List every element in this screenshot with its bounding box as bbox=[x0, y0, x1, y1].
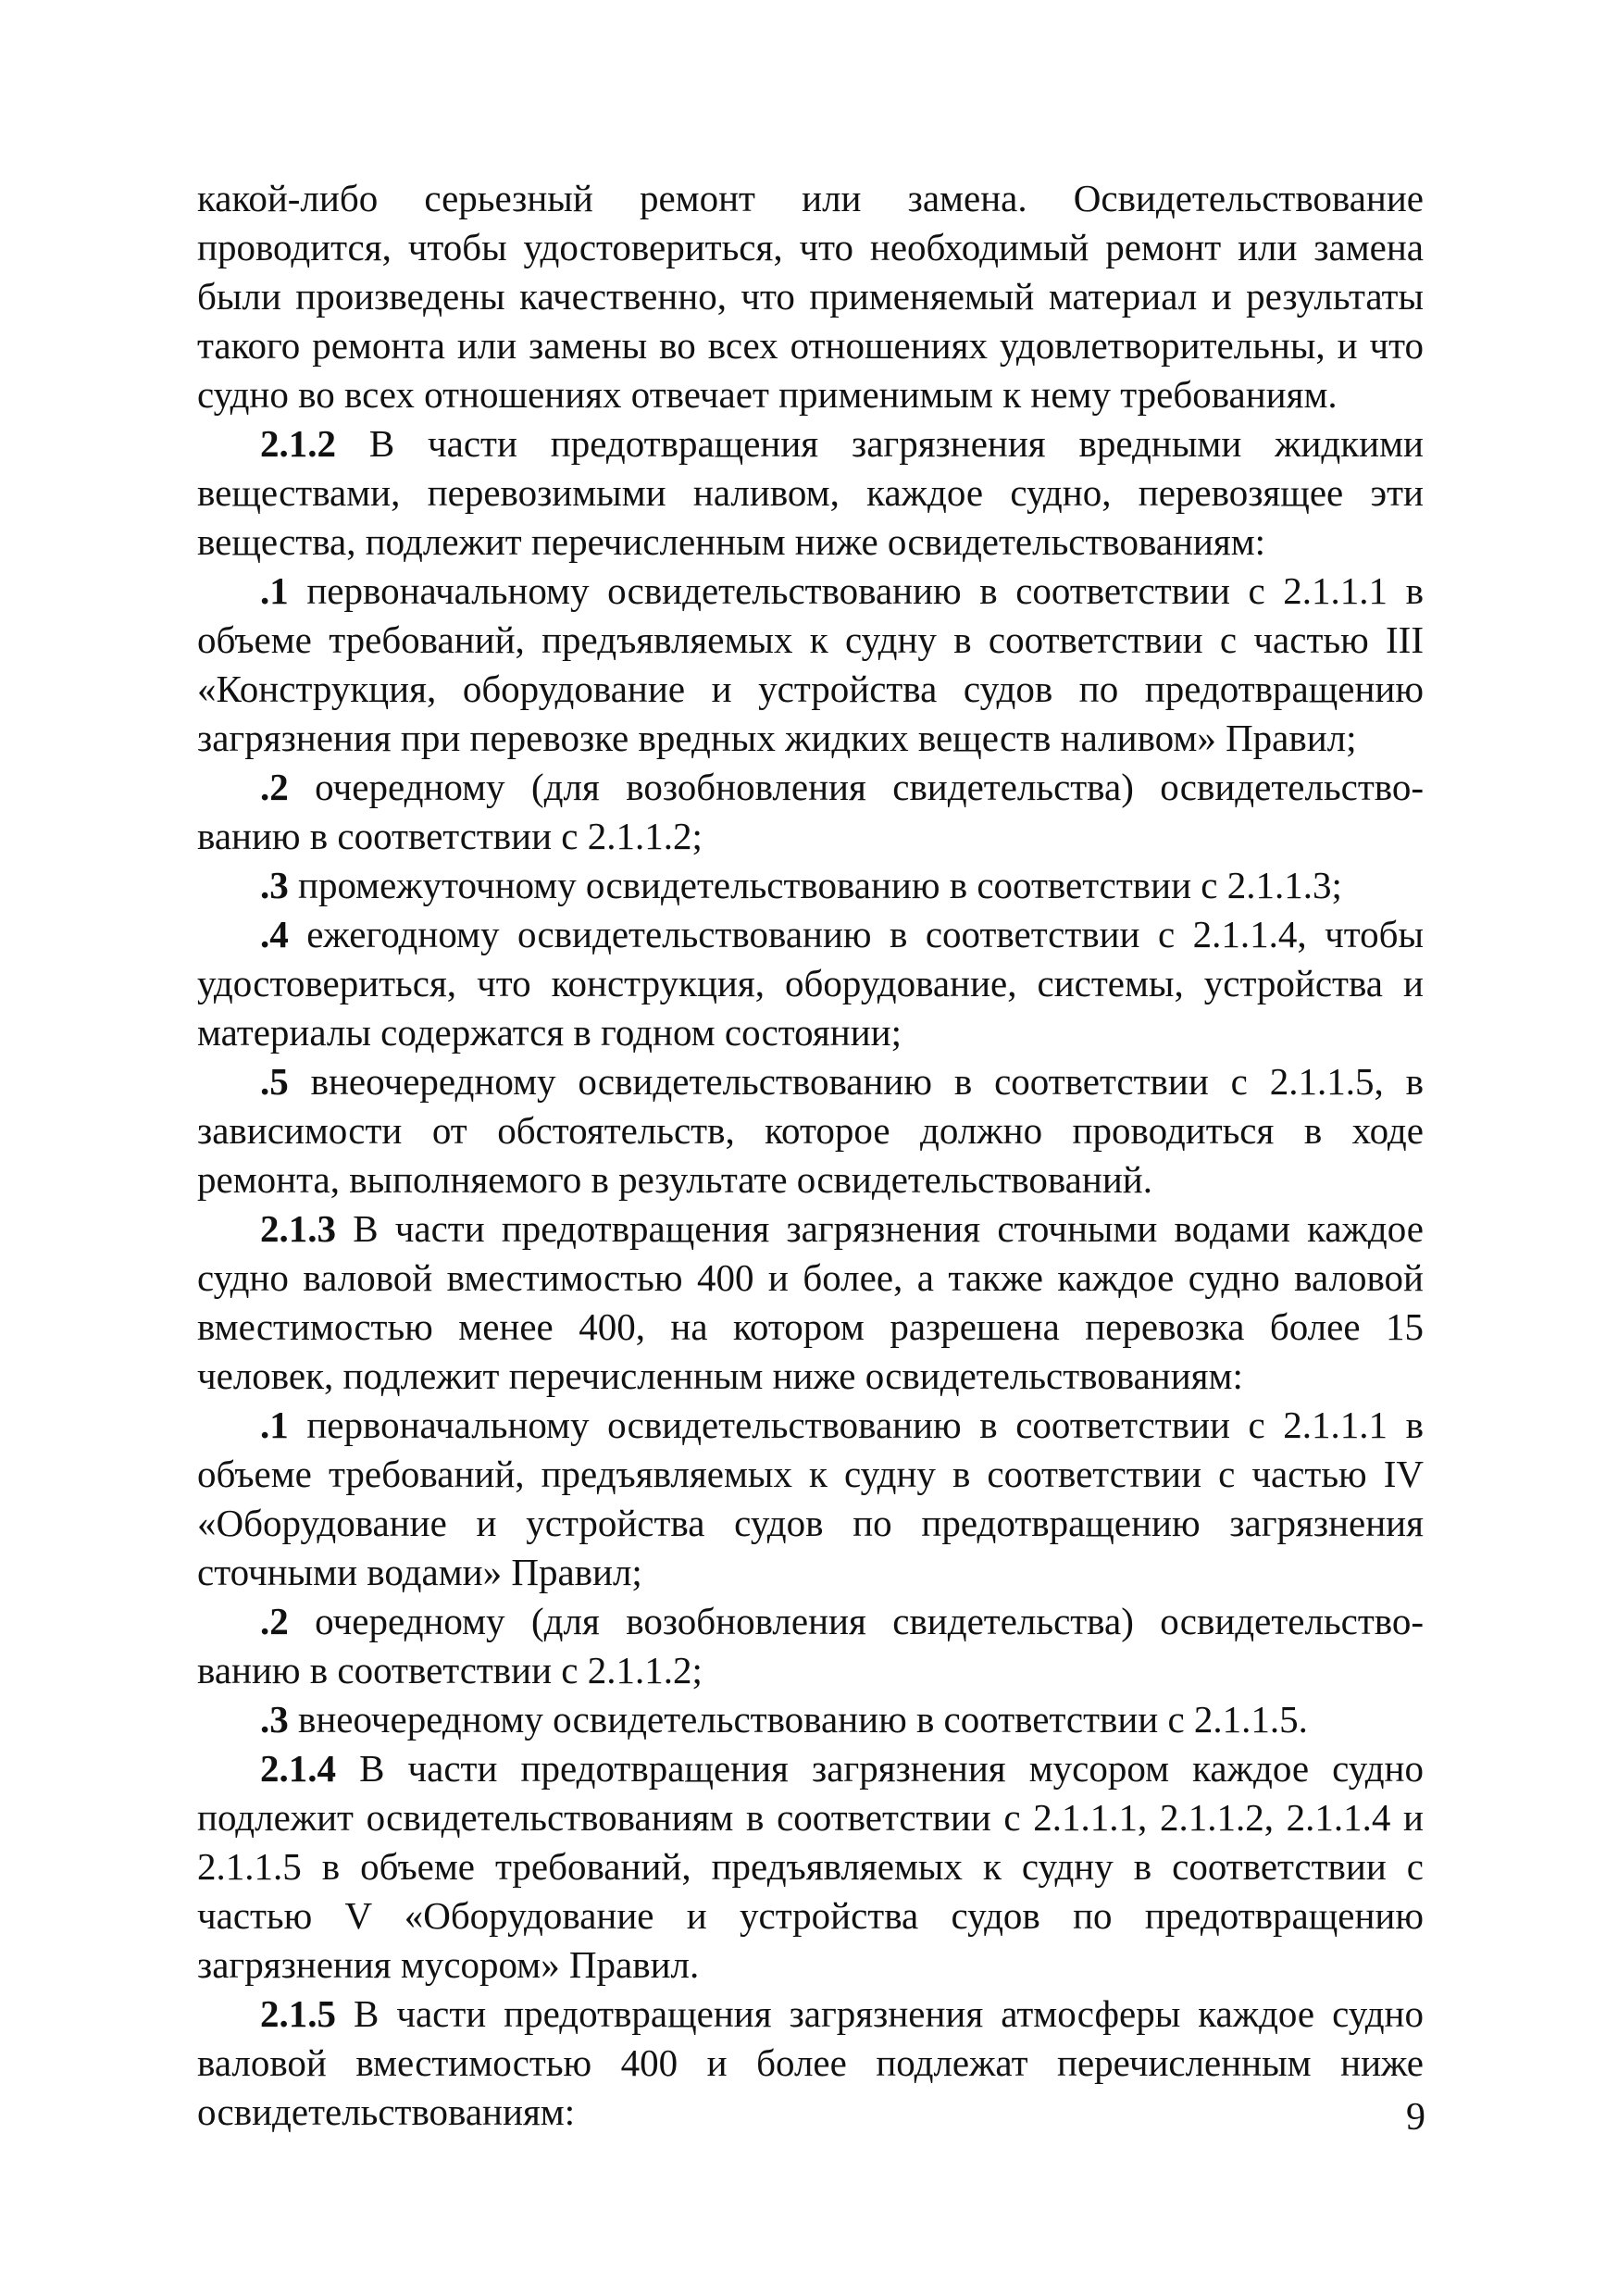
list-item: .2 очередному (для возобновления свидетельства) освидетельствованию в соответствии с 2.1.1.2; bbox=[197, 766, 1424, 857]
paragraph-2-1-4: 2.1.4 В части предотвращения загрязнения мусором каждое судно подлежит освидетельствованиям в соответствии с 2.1.1.1, 2.1.1.2, 2.1.1.4 и 2.1.1.5 в объеме требований, предъявляемых к судну в соответствии с частью V «Оборудование и устройства судов по предотвращению загрязнения мусором» Правил. bbox=[197, 1747, 1424, 1986]
body-text bbox=[197, 174, 1424, 2137]
section-number: 2.1.5 bbox=[260, 1992, 336, 2035]
list-item: .3 промежуточному освидетельствованию в соответствии с 2.1.1.3; bbox=[260, 864, 1342, 906]
list-item: .1 первоначальному освидетельствованию в соответствии с 2.1.1.1 в объеме требований, предъявляемых к судну в соответствии с частью IV «Оборудование и устройства судов по предотвращению загрязнения сточными водами» Правил; bbox=[197, 1404, 1424, 1593]
section-number: 2.1.3 bbox=[260, 1207, 336, 1250]
item-number: .4 bbox=[260, 913, 289, 955]
item-number: .1 bbox=[260, 1404, 289, 1446]
list-item: .3 внеочередному освидетельствованию в соответствии с 2.1.1.5. bbox=[260, 1698, 1308, 1741]
item-number: .3 bbox=[260, 864, 289, 906]
paragraph-continuation: какой-либо серьезный ремонт или замена. Освидетельствование проводится, чтобы удостовериться, что необходимый ремонт или замена были произведены качественно, что применяемый материал и результаты такого ремонта или замены во всех отношениях удовлетворительны, и что судно во всех отношениях отвечает применимым к нему требованиям. bbox=[197, 177, 1424, 416]
section-number: 2.1.4 bbox=[260, 1747, 336, 1790]
list-item: .4 ежегодному освидетельствованию в соответствии с 2.1.1.4, чтобы удостовериться, что конструкция, оборудование, системы, устройства и материалы содержатся в годном состоянии; bbox=[197, 913, 1424, 1054]
paragraph-2-1-3: 2.1.3 В части предотвращения загрязнения сточными водами каждое судно валовой вместимостью 400 и более, а также каждое судно валовой вместимостью менее 400, на котором разрешена перевозка более 15 человек, подлежит перечисленным ниже освидетельствованиям: bbox=[197, 1207, 1424, 1397]
item-number: .5 bbox=[260, 1060, 289, 1103]
item-number: .2 bbox=[260, 766, 289, 808]
section-number: 2.1.2 bbox=[260, 422, 336, 465]
list-item: .5 внеочередному освидетельствованию в соответствии с 2.1.1.5, в зависимости от обстоятельств, которое должно проводиться в ходе ремонта, выполняемого в результате освидетельствований. bbox=[197, 1060, 1424, 1201]
page-number: 9 bbox=[1406, 2096, 1425, 2139]
item-number: .2 bbox=[260, 1600, 289, 1642]
list-item: .2 очередному (для возобновления свидетельства) освидетельствованию в соответствии с 2.1.1.2; bbox=[197, 1600, 1424, 1691]
paragraph-2-1-2: 2.1.2 В части предотвращения загрязнения вредными жидкими веществами, перевозимыми наливом, каждое судно, перевозящее эти вещества, подлежит перечисленным ниже освидетельствованиям: bbox=[197, 422, 1424, 563]
item-number: .3 bbox=[260, 1698, 289, 1741]
list-item: .1 первоначальному освидетельствованию в соответствии с 2.1.1.1 в объеме требований, предъявляемых к судну в соответствии с частью III «Конструкция, оборудование и устройства судов по предотвращению загрязнения при перевозке вредных жидких веществ наливом» Правил; bbox=[197, 569, 1424, 759]
item-number: .1 bbox=[260, 569, 289, 612]
paragraph-2-1-5: 2.1.5 В части предотвращения загрязнения атмосферы каждое судно валовой вместимостью 400 и более подлежат перечисленным ниже освидетельствованиям: bbox=[197, 1992, 1424, 2133]
